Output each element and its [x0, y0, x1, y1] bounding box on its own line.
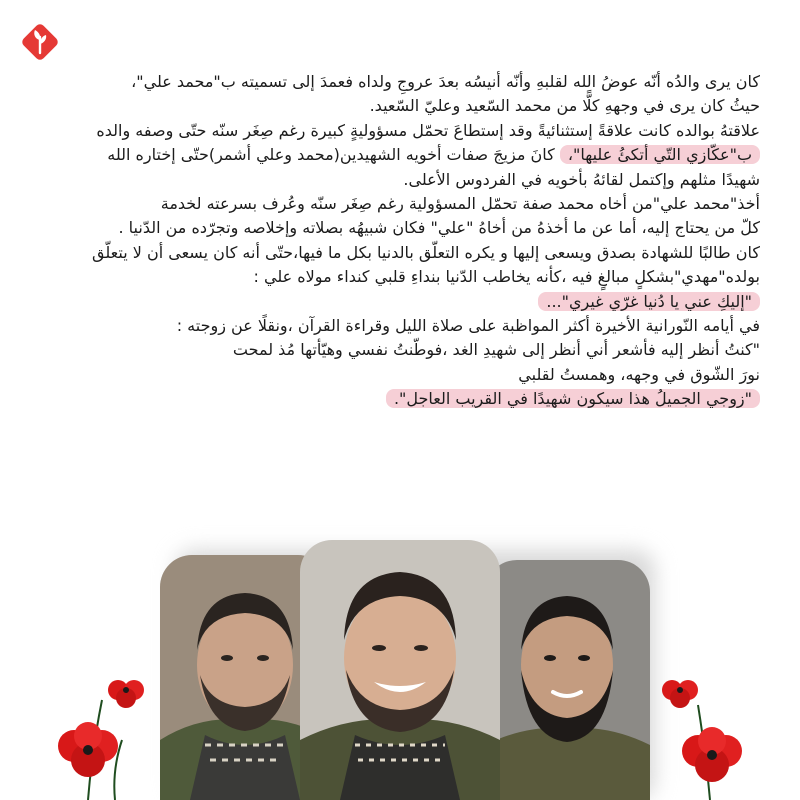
text-line: في أيامه النّورانية الأخيرة أكثر المواظبة على صلاة الليل وقراءة القرآن ،ونقلًا عن زوجته :: [176, 316, 760, 336]
highlight-quote: ب"عكّازي التّي أتكئُ عليها"،: [560, 145, 760, 164]
text-line: حيثُ كان يرى في وجههِ كلًّا من محمد السّعيد وعليّ السّعيد.: [369, 96, 760, 116]
highlight-quote: "زوجي الجميلُ هذا سيكون شهيدًا في القريب العاجل".: [386, 389, 760, 408]
text-line: نورَ الشّوق في وجهه، وهمستُ لقلبي: [518, 364, 760, 384]
text-line: بولده"مهدي"بشكلٍ مبالغٍ فيه ،كأنه يخاطب الدّنيا بنداءِ قلبي كنداء مولاه علي :: [253, 267, 760, 287]
text-line: كلّ من يحتاج إليه، أما عن ما أخذهُ من أخاهُ "علي" فكان شبيهُه بصلاته وإخلاصه وتجرّده من الدّنيا .: [118, 218, 760, 238]
article-text: [40, 70, 760, 412]
red-poppy-icon: [640, 665, 760, 800]
text-line: "كنتُ أنظر إليه فأشعر أني أنظر إلى شهيدِ الغد ،فوطّنتُ نفسي وهيّأتها مُذ لمحت: [232, 340, 760, 360]
text-line: [40, 387, 760, 411]
text-line: كان يرى والدُه أنّه عوضُ الله لقلبهِ وأنّه أنيسُه بعدَ عروجِ ولداه فعمدَ إلى تسميته ب"محمد علي"،: [131, 72, 760, 91]
text-line: شهيدًا مثلهم وإكتمل لقائهُ بأخويه في الفردوس الأعلى.: [403, 169, 760, 189]
red-poppy-icon: [40, 660, 160, 800]
red-diamond-leaf-icon: [18, 20, 62, 64]
text-line: كان طالبًا للشهادة بصدق ويسعى إليها و يكره التعلّق بالدنيا بكل ما فيها،حتّى أنه كان يسعى أن لا يتعلّق: [92, 242, 760, 262]
text-line: [40, 290, 760, 314]
text-line: ب"عكّازي التّي أتكئُ عليها"، كانَ مزيجَ صفات أخويه الشهيدين(محمد وعلي أشمر)حتّى إختاره الله: [40, 143, 760, 167]
highlight-quote: "إليكِ عني يا دُنيا غرّي غيري"...: [538, 292, 760, 311]
text-line: أخذ"محمد علي"من أخاه محمد صفة تحمّل المسؤولية رغم صِغَر سنّه وعُرف بسرعته لخدمة: [160, 194, 760, 214]
martyr-portrait-right: [485, 560, 650, 800]
portraits-group: [0, 520, 800, 800]
martyr-portrait-center: [300, 540, 500, 800]
text-line: علاقتهُ بوالده كانت علاقةً إستثنائيةً وقد إستطاعَ تحمّل مسؤوليةٍ كبيرة رغم صِغَر سنّه حتّى وصفه والده: [96, 120, 760, 140]
